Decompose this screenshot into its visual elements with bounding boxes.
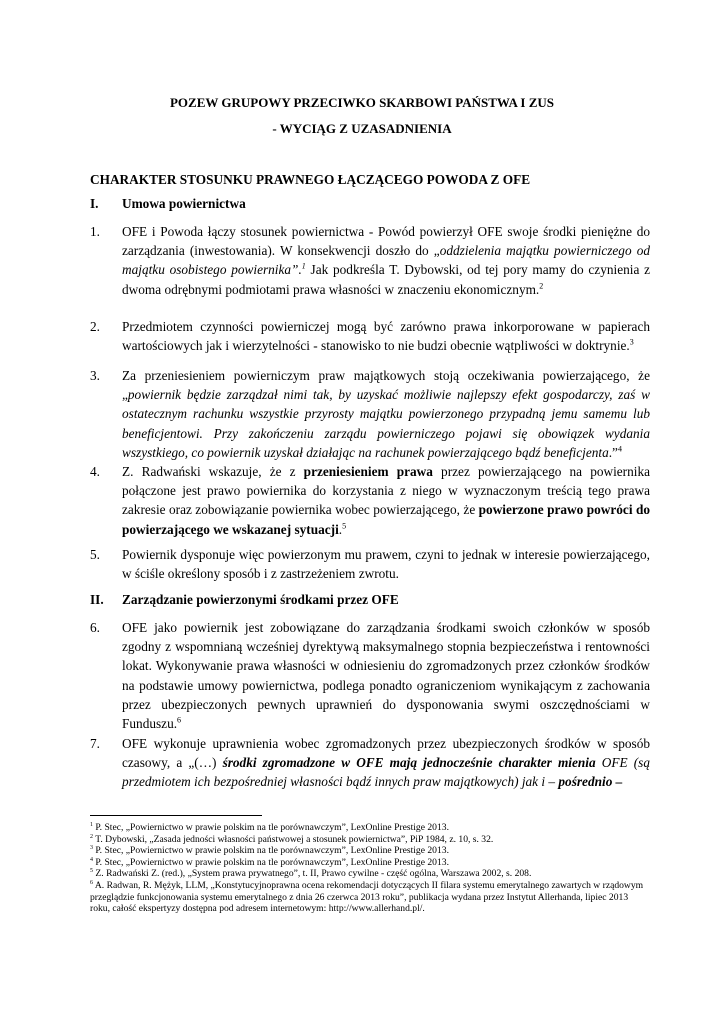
footnote-number: 1 — [90, 821, 93, 828]
text-run: . — [338, 521, 343, 537]
footnote-text: P. Stec, „Powiernictwo w prawie polskim na tle porównawczym”, LexOnline Prestige 2013. — [95, 822, 449, 833]
footnote-ref: 1 — [301, 261, 306, 271]
footnote-number: 6 — [90, 879, 93, 886]
footnote-number: 5 — [90, 868, 93, 875]
footnote-ref: 6 — [177, 715, 182, 725]
paragraph-number: 5. — [90, 547, 100, 562]
text-run: OFE jako powiernik jest zobowiązane do zarządzania środkami swoich członków w sposób zgodny z wspomnianą wcześniej dyrektywą maksymalnego stopnia bezpieczeństwa i rentowności lokat. Wykonywanie prawa własności w odniesieniu do zgromadzonych przez członków środków na podstawie umowy powiernictwa, podlega ponadto ograniczeniom wynikającym z zachowania przez ubezpieczonych pewnych uprawnień do dysponowania swymi oszczędnościami w Funduszu. — [122, 620, 650, 732]
paragraph-number: 6. — [90, 620, 100, 635]
footnote — [90, 868, 650, 880]
footnote-ref: 5 — [342, 521, 347, 531]
text-run: przeniesieniem prawa — [303, 464, 433, 479]
section-number: I. — [90, 196, 99, 211]
text-run: przez powierzającego na powiernika połączone jest prawo powiernika do korzystania z niego w wyznaczonym treścią tego prawa zakresie oraz zobowiązanie powiernika wobec powierzającego, że — [122, 464, 651, 518]
footnotes — [90, 822, 650, 915]
text-run: Jak podkreśla T. Dybowski, od tej pory mamy do czynienia z dwoma odrębnymi podmiotami prawa własności w znaczeniu ekonomicznym. — [122, 262, 650, 297]
text-run: OFE (są przedmiotem ich bezpośredniej własności bądź innych praw majątkowych) jak i – — [122, 755, 650, 790]
paragraph-number: 7. — [90, 736, 100, 751]
footnote-text: P. Stec, „Powiernictwo w prawie polskim na tle porównawczym”, LexOnline Prestige 2013. — [95, 856, 449, 868]
paragraph-item — [90, 462, 650, 539]
text-run: OFE i Powoda łączy stosunek powiernictwa - Powód powierzył OFE swoje środki pieniężne do zarządzania (inwestowania). W konsekwencji doszło do „ — [122, 224, 650, 259]
paragraph-text — [122, 734, 650, 792]
paragraph-number: 4. — [90, 464, 100, 479]
text-run: Z. Radwański wskazuje, że z — [122, 464, 304, 479]
footnote — [90, 845, 650, 857]
footnote-text: Z. Radwański Z. (red.), „System prawa prywatnego”, t. II, Prawo cywilne - część ogólna, Warszawa 2002, s. 208. — [95, 868, 532, 880]
paragraph-text — [122, 366, 650, 462]
text-run: powierzone prawo powróci do powierzającego we wskazanej sytuacji — [122, 502, 650, 537]
text-run: powiernik będzie zarządzał nimi tak, by uzyskać możliwie najlepszy efekt gospodarczy, zaś w ostatecznym rachunku wszystkie przyrosty majątku powierzonego przypadną jemu samemu lub beneficjentowi. Przy zakończeniu zarządu powierniczego pojawi się obowiązek wydania wszystkiego, co powiernik uzyskał działając na rachunek powierzającego bądź beneficjenta — [122, 387, 650, 460]
section-title: Zarządzanie powierzonymi środkami przez OFE — [122, 592, 399, 607]
paragraph-text — [122, 462, 650, 539]
section-title: Umowa powiernictwa — [122, 196, 246, 211]
paragraph-text — [122, 545, 650, 583]
paragraph-text — [122, 222, 650, 299]
footnote — [90, 880, 650, 915]
text-run: .” — [608, 444, 618, 460]
footnote — [90, 822, 650, 834]
paragraph-text — [122, 618, 650, 733]
document-title: POZEW GRUPOWY PRZECIWKO SKARBOWI PAŃSTWA I ZUS — [169, 95, 555, 110]
footnote-ref: 3 — [629, 337, 634, 347]
footnote-ref: 4 — [617, 444, 622, 454]
text-run: Za przeniesieniem powierniczym praw majątkowych stoją oczekiwania powierzającego, że „ — [122, 368, 650, 403]
paragraph-text — [122, 317, 650, 355]
paragraph-number: 1. — [90, 224, 100, 239]
paragraph-item — [90, 734, 650, 792]
footnote-ref: 2 — [539, 281, 544, 291]
footnote-separator — [90, 815, 262, 816]
text-run: OFE wykonuje uprawnienia wobec zgromadzonych przez ubezpieczonych środków w sposób czasowy, a „(…) — [122, 736, 650, 771]
text-run: pośrednio – — [558, 774, 623, 790]
footnote-number: 2 — [90, 833, 93, 840]
text-run: Przedmiotem czynności powierniczej mogą być zarówno prawa inkorporowane w papierach wartościowych jak i wierzytelności - stanowisko to nie budzi obecnie wątpliwości w doktrynie. — [122, 319, 650, 354]
footnote-text: T. Dybowski, „Zasada jedności własności państwowej a stosunek powiernictwa”, PiP 1984, z. 10, s. 32. — [95, 833, 494, 845]
paragraph-item — [90, 618, 650, 733]
footnote-text: P. Stec, „Powiernictwo w prawie polskim na tle porównawczym”, LexOnline Prestige 2013. — [95, 845, 449, 857]
footnote-number: 4 — [90, 856, 93, 863]
paragraph-number: 2. — [90, 319, 100, 334]
footnote-text: A. Radwan, R. Mężyk, LLM, „Konstytucyjnoprawna ocena rekomendacji dotyczących II filara systemu emerytalnego zawartych w rządowym przeglądzie funkcjonowania systemu emerytalnego z dnia 26 czerwca 2013 roku”, publikacja wydana przez Instytut Allerhanda, lipiec 2013 roku, całość ekspertyzy dostępna pod adresem internetowym: http://www.allerhand.pl/. — [90, 879, 644, 915]
footnote — [90, 857, 650, 869]
text-run: środki zgromadzone w OFE mają jednocześnie charakter mienia — [222, 755, 596, 771]
text-run: Powiernik dysponuje więc powierzonym mu prawem, czyni to jednak w interesie powierzającego, w ściśle określony sposób i z zastrzeżeniem zwrotu. — [122, 547, 650, 582]
section-number: II. — [90, 592, 104, 607]
paragraph-item — [90, 222, 650, 299]
footnote-number: 3 — [90, 845, 93, 851]
section-heading: CHARAKTER STOSUNKU PRAWNEGO ŁĄCZĄCEGO POWODA Z OFE — [90, 172, 531, 187]
footnote — [90, 834, 650, 846]
paragraph-number: 3. — [90, 368, 100, 383]
document-subtitle: - WYCIĄG Z UZASADNIENIA — [272, 121, 452, 136]
paragraph-item — [90, 366, 650, 462]
paragraph-item — [90, 317, 650, 355]
text-run: oddzielenia majątku powierniczego od majątku osobistego powiernika”. — [122, 243, 651, 278]
paragraph-item — [90, 545, 650, 583]
